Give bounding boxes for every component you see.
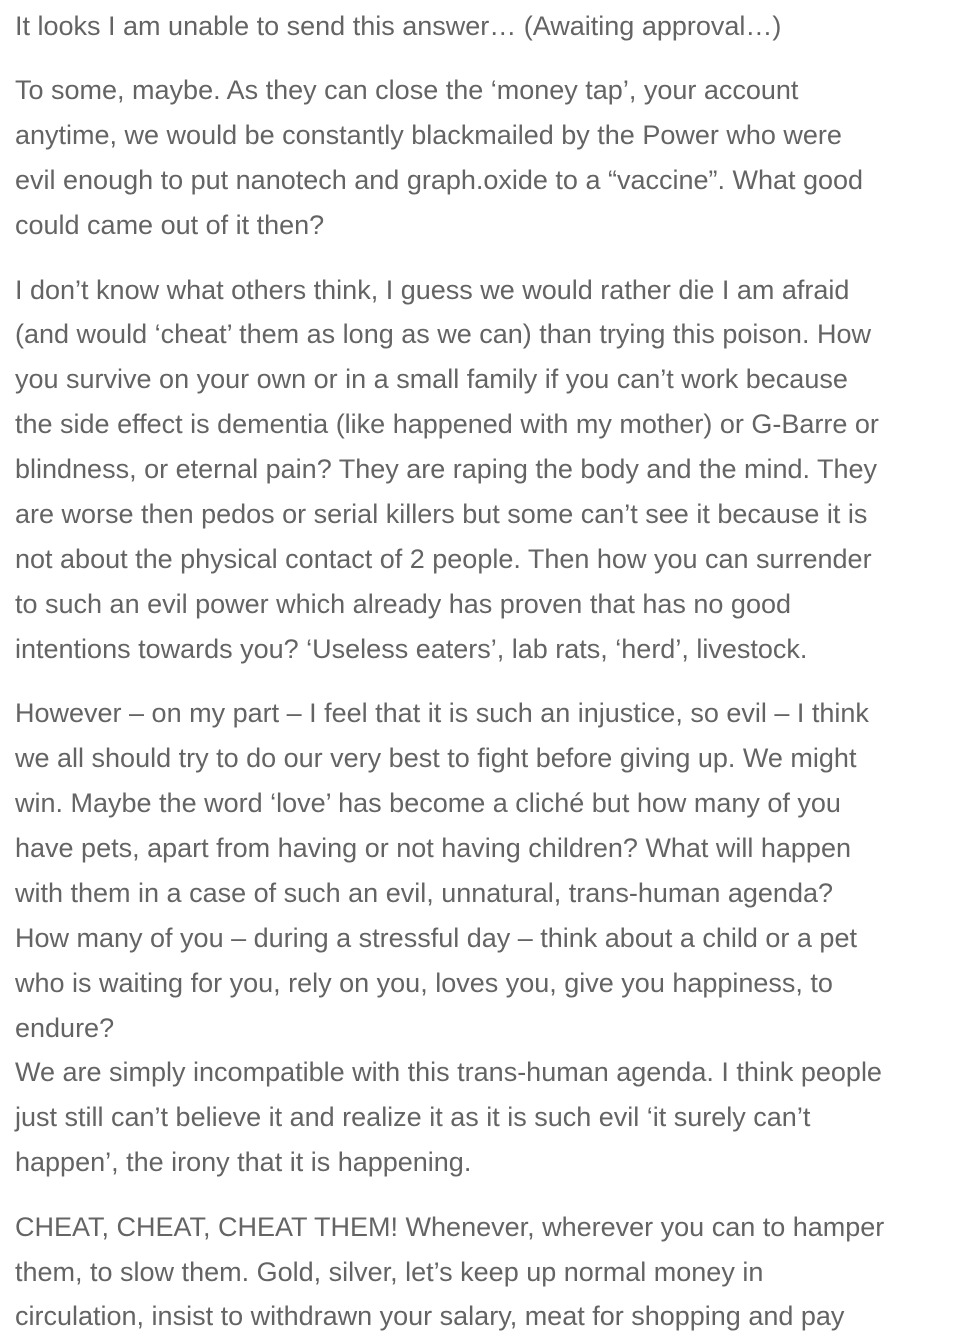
comment-body [15,0,965,1339]
comment-paragraph-fight: However – on my part – I feel that it is such an injustice, so evil – I think we all should try to do our very best to fight before giving up. We might win. Maybe the word ‘love’ has become a cliché but how many of you have pets, apart from having or not having children? What will happen with them in a case of such an evil, unnatural, trans-human agenda? How many of you – during a stressful day – think about a child or a pet who is waiting for you, rely on you, loves you, give you happiness, to endure? We are simply incompatible with this trans-human agenda. I think people just still can’t believe it and realize it as it is such evil ‘it surely can’t happen’, the irony that it is happening. [15,698,882,1178]
comment-paragraph-money-tap: To some, maybe. As they can close the ‘money tap’, your account anytime, we would be constantly blackmailed by the Power who were evil enough to put nanotech and graph.oxide to a “vaccine”. What good could came out of it then? [15,75,864,241]
comment-paragraph-poison: I don’t know what others think, I guess we would rather die I am afraid (and would ‘cheat’ them as long as we can) than trying this poison. How you survive on your own or in a small family if you can’t work because the side effect is dementia (like happened with my mother) or G-Barre or blindness, or eternal pain? They are raping the body and the mind. They are worse then pedos or serial killers but some can’t see it because it is not about the physical contact of 2 people. Then how you can surrender to such an evil power which already has proven that has no good intentions towards you? ‘Useless eaters’, lab rats, ‘herd’, livestock. [15,274,879,664]
comment-paragraph-awaiting-approval: It looks I am unable to send this answer… (Awaiting approval…) [15,11,782,41]
comment-paragraph-cheat-them: CHEAT, CHEAT, CHEAT THEM! Whenever, wherever you can to hamper them, to slow them. Gold, silver, let’s keep up normal money in circulation, insist to withdrawn your salary, meat for shopping and pay [15,1211,885,1332]
